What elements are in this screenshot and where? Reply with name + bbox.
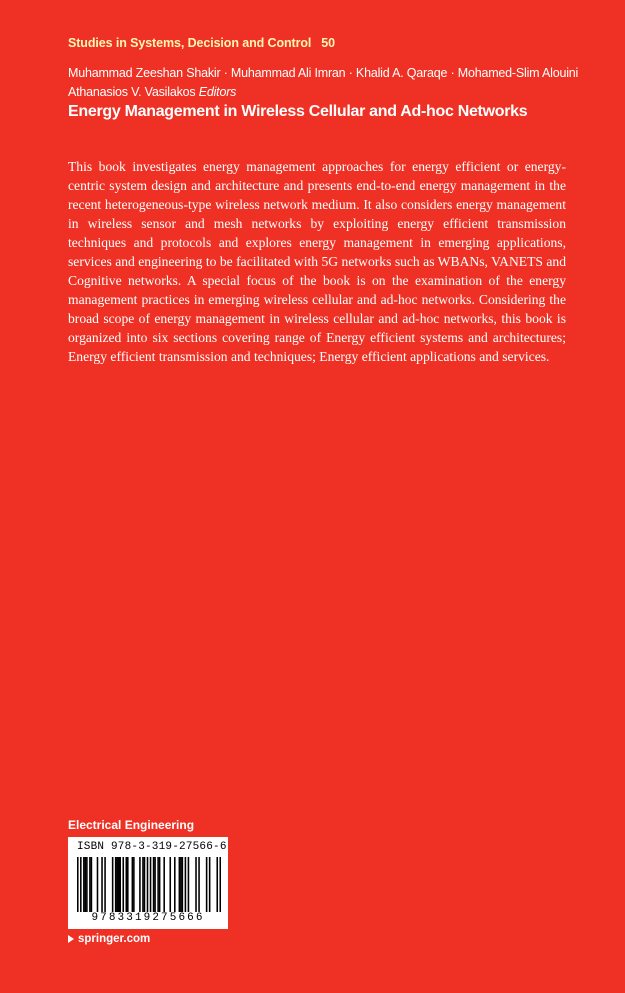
barcode-bars	[77, 857, 221, 912]
editors-line-2: Athanasios V. Vasilakos	[68, 85, 196, 99]
editors-role: Editors	[198, 85, 237, 99]
book-description: This book investigates energy management approaches for energy efficient or energy-centric system design and architecture and presents end-to-end energy management in the recent heterogeneous-type wireless network medium. It also considers energy management in wireless sensor and mesh networks by exploiting energy efficient transmission techniques and protocols and explores energy management in emerging applications, services and engineering to be facilitated with 5G networks such as WBANs, VANETS and Cognitive networks. A special focus of the book is on the examination of the energy management practices in emerging wireless cellular and ad-hoc networks. Considering the broad scope of energy management in wireless cellular and ad-hoc networks, this book is organized into six sections covering range of Energy efficient systems and architectures; Energy efficient transmission and techniques; Energy efficient applications and services.	[68, 159, 566, 364]
publisher-url: springer.com	[78, 933, 151, 945]
series-title	[68, 36, 335, 50]
book-title: Energy Management in Wireless Cellular and Ad-hoc Networks	[68, 103, 528, 120]
publisher-link[interactable]	[68, 933, 150, 945]
barcode-number: 9783319275666	[91, 912, 205, 924]
editors-list	[68, 64, 608, 102]
series-number: 50	[321, 36, 335, 50]
editors-line-1: Muhammad Zeeshan Shakir · Muhammad Ali Imran · Khalid A. Qaraqe · Mohamed-Slim Alouini	[68, 66, 579, 80]
isbn-barcode	[68, 837, 228, 929]
isbn-label: ISBN 978-3-319-27566-6	[77, 841, 227, 853]
arrow-right-icon	[68, 935, 74, 943]
editors-line-2-wrap	[68, 83, 608, 102]
series-name: Studies in Systems, Decision and Control	[68, 36, 312, 50]
subject-category: Electrical Engineering	[68, 818, 195, 832]
